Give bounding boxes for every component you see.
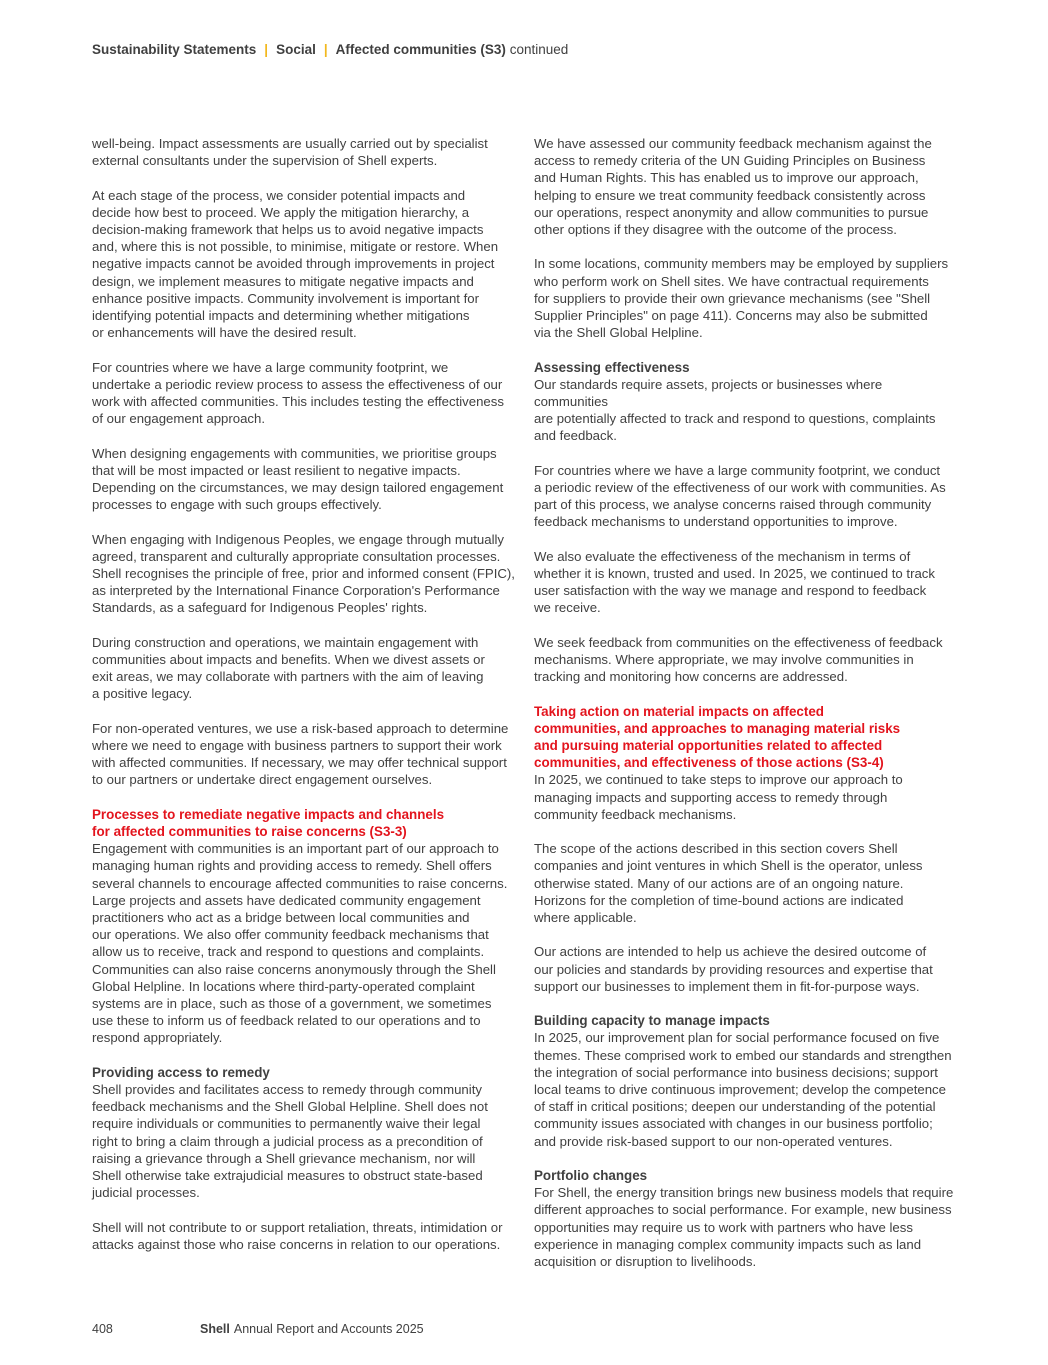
running-header [92,42,568,57]
paragraph: For non-operated ventures, we use a risk-based approach to determine where we need to engage with business partners to support their work with affected communities. If necessary, we may offer technical support to our partners or undertake direct engagement ourselves. [92,720,509,788]
paragraph: Shell will not contribute to or support retaliation, threats, intimidation or attacks against those who raise concerns in relation to our operations. [92,1219,503,1252]
paragraph: For countries where we have a large community footprint, we undertake a periodic review process to assess the effectiveness of our work with affected communities. This includes testing the effectiveness of our engagement approach. [92,359,504,427]
paragraph: When designing engagements with communities, we prioritise groups that will be most impacted or least resilient to negative impacts. Depending on the circumstances, we may design tailored engagement processes to engage with such groups effectively. [92,445,504,513]
publication-title: Annual Report and Accounts 2025 [233,1322,424,1336]
subheading-assessing-effectiveness: Assessing effectiveness [534,359,690,375]
paragraph: Shell provides and facilitates access to remedy through community feedback mechanisms and the Shell Global Helpline. Shell does not require individuals or communities to permanently waive their legal right to bring a claim through a judicial process as a precondition of raising a grievance through a Shell grievance mechanism, nor will Shell otherwise take extrajudicial measures to obstruct state-based judicial processes. [92,1082,488,1201]
paragraph: At each stage of the process, we consider potential impacts and decide how best to proceed. We apply the mitigation hierarchy, a decision-making framework that helps us to avoid negative impacts and, where this is not possible, to minimise, mitigate or restore. When negative impacts cannot be avoided through improvements in project design, we implement measures to mitigate negative impacts and enhance positive impacts. Community involvement is important for identifying potential impacts and determining whether mitigations or enhancements will have the desired result. [92,187,499,341]
paragraph: Our standards require assets, projects or businesses where communities are potentially affected to track and respond to questions, complaints and feedback. [534,376,936,444]
subheading-portfolio-changes: Portfolio changes [534,1168,648,1184]
paragraph: For countries where we have a large community footprint, we conduct a periodic review of the effectiveness of our work with communities. As part of this process, we analyse concerns raised through community feedback mechanisms to understand opportunities to improve. [534,462,946,530]
header-separator: | [264,42,269,57]
paragraph: well-being. Impact assessments are usually carried out by specialist external consultants under the supervision of Shell experts. [92,136,488,169]
header-separator: | [323,42,328,57]
footer-brand [200,1322,424,1336]
brand-name: Shell [200,1322,230,1336]
right-column [534,135,958,1287]
left-column [92,135,516,1270]
paragraph: The scope of the actions described in this section covers Shell companies and joint ventures in which Shell is the operator, unless otherwise stated. Many of our actions are of an ongoing nature. Horizons for the completion of time-bound actions are indicated where applicable. [534,841,923,926]
paragraph: In some locations, community members may be employed by suppliers who perform work on Shell sites. We have contractual requirements for suppliers to provide their own grievance mechanisms (see "Shell Supplier Principles" on page 411). Concerns may also be submitted via the Shell Global Helpline. [534,256,949,341]
page-footer [92,1322,424,1336]
paragraph: We also evaluate the effectiveness of the mechanism in terms of whether it is known, trusted and used. In 2025, we continued to track user satisfaction with the way we manage and respond to feedback we receive. [534,548,935,616]
header-section: Sustainability Statements [92,42,257,57]
header-category: Social [276,42,316,57]
section-heading-s3-4: Taking action on material impacts on affected communities, and approaches to managing material risks and pursuing material opportunities related to affected communities, and effectiveness of those actions (S3-4) [534,703,901,771]
header-continued: continued [509,42,569,57]
paragraph: Our actions are intended to help us achieve the desired outcome of our policies and standards by providing resources and expertise that support our businesses to implement them in fit-for-purpose ways. [534,944,933,994]
subheading-providing-access-to-remedy: Providing access to remedy [92,1064,270,1080]
subheading-building-capacity: Building capacity to manage impacts [534,1013,770,1029]
paragraph: We seek feedback from communities on the effectiveness of feedback mechanisms. Where appropriate, we may involve communities in tracking and monitoring how concerns are addressed. [534,634,943,685]
paragraph: During construction and operations, we maintain engagement with communities about impacts and benefits. When we divest assets or exit areas, we may collaborate with partners with the aim of leaving a positive legacy. [92,634,485,702]
page-number: 408 [92,1322,113,1336]
section-heading-s3-3: Processes to remediate negative impacts and channels for affected communities to raise concerns (S3-3) [92,806,445,840]
header-topic: Affected communities (S3) [335,42,506,57]
paragraph: In 2025, our improvement plan for social performance focused on five themes. These comprised work to embed our standards and strengthen the integration of social performance into business decisions; support local teams to drive continuous improvement; develop the competence of staff in critical positions; deepen our understanding of the potential community issues associated with changes in our business portfolio; and provide risk-based support to our non-operated ventures. [534,1030,952,1149]
paragraph: When engaging with Indigenous Peoples, we engage through mutually agreed, transparent and culturally appropriate consultation processes. Shell recognises the principle of free, prior and informed consent (FPIC), as interpreted by the International Finance Corporation's Performance Standards, as a safeguard for Indigenous Peoples' rights. [92,531,515,616]
paragraph: For Shell, the energy transition brings new business models that require different approaches to social performance. For example, new business opportunities may require us to work with partners who have less experience in managing complex community impacts such as land acquisition or disruption to livelihoods. [534,1185,954,1270]
paragraph: Engagement with communities is an important part of our approach to managing human rights and providing access to remedy. Shell offers several channels to encourage affected communities to raise concerns. Large projects and assets have dedicated community engagement practitioners who act as a bridge between local communities and our operations. We also offer community feedback mechanisms that allow us to receive, track and respond to questions and complaints. Communities can also raise concerns anonymously through the Shell Global Helpline. In locations where third-party-operated complaint systems are in place, such as those of a government, we sometimes use these to inform us of feedback related to our operations and to respond appropriately. [92,841,508,1046]
paragraph: We have assessed our community feedback mechanism against the access to remedy criteria of the UN Guiding Principles on Business and Human Rights. This has enabled us to improve our approach, helping to ensure we treat community feedback consistently across our operations, respect anonymity and allow communities to pursue other options if they disagree with the outcome of the process. [534,136,932,238]
paragraph: In 2025, we continued to take steps to improve our approach to managing impacts and supporting access to remedy through community feedback mechanisms. [534,772,903,822]
